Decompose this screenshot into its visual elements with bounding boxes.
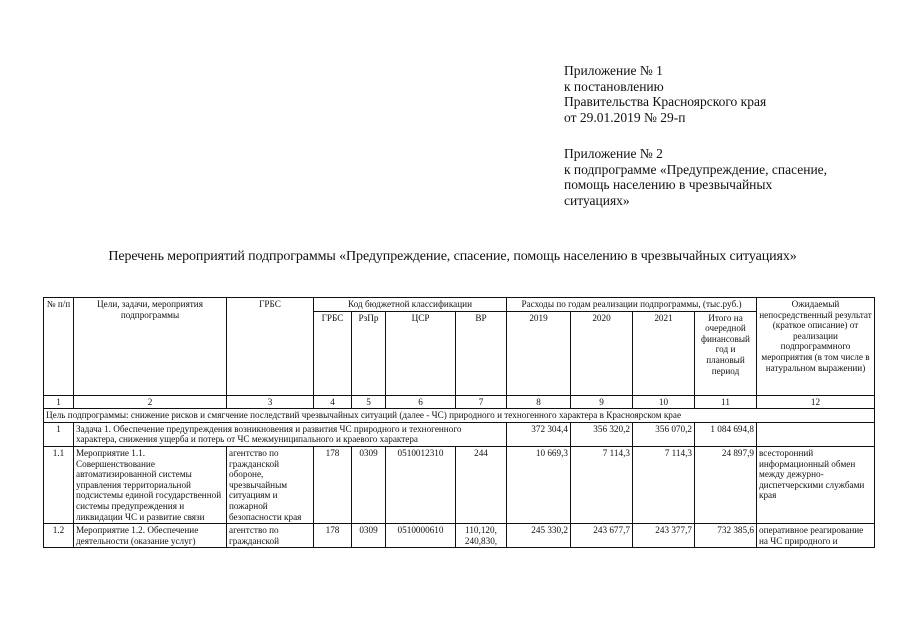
row-vr: 110,120, 240,830, (456, 524, 507, 548)
table-row (44, 446, 875, 523)
appendix-2-line: к подпрограмме «Предупреждение, спасение, (564, 161, 828, 177)
col-number: 7 (456, 395, 507, 409)
appendix-1-line: от 29.01.2019 № 29-п (564, 109, 686, 125)
header-expenses: Расходы по годам реализации подпрограммы, (тыс.руб.) (507, 298, 757, 312)
header-result: Ожидаемый непосредственный результат (краткое описание) от реализации подпрограммного мероприятия (в том числе в натуральном выражении) (757, 298, 875, 396)
row-name: Мероприятие 1.1. Совершенствование автоматизированной системы управления территориальной подсистемы единой государственной системы предупреждения и ликвидации ЧС и развитие связи (74, 446, 227, 523)
col-number: 11 (695, 395, 757, 409)
col-number: 5 (352, 395, 386, 409)
header-grbs: ГРБС (227, 298, 314, 396)
header-sub-rzpr: РзПр (352, 311, 386, 395)
row-name: Мероприятие 1.2. Обеспечение деятельности (оказание услуг) (74, 524, 227, 548)
goal-text: Цель подпрограммы: снижение рисков и смягчение последствий чрезвычайных ситуаций (далее - ЧС) природного и техногенного характера в Красноярском крае (44, 409, 875, 423)
row-rzpr: 0309 (352, 446, 386, 523)
row-result (757, 422, 875, 446)
row-2021: 243 377,7 (633, 524, 695, 548)
appendix-1-line: к постановлению (564, 78, 664, 94)
row-grbs: 178 (314, 446, 352, 523)
row-result: оперативное реагирование на ЧС природного и (757, 524, 875, 548)
header-row (44, 298, 875, 312)
col-number: 2 (74, 395, 227, 409)
row-total: 732 385,6 (695, 524, 757, 548)
appendix-2-header (564, 146, 827, 208)
col-number: 8 (507, 395, 571, 409)
row-grbs-name: агентство по гражданской (227, 524, 314, 548)
header-goals: Цели, задачи, мероприятия подпрограммы (74, 298, 227, 396)
row-2019: 10 669,3 (507, 446, 571, 523)
appendix-2-line: Приложение № 2 (564, 146, 663, 161)
col-number: 3 (227, 395, 314, 409)
row-2020: 243 677,7 (571, 524, 633, 548)
header-sub-csr: ЦСР (386, 311, 456, 395)
row-rzpr: 0309 (352, 524, 386, 548)
appendix-1-line: Приложение № 1 (564, 63, 663, 78)
row-total: 1 084 694,8 (695, 422, 757, 446)
row-2021: 356 070,2 (633, 422, 695, 446)
col-number: 10 (633, 395, 695, 409)
appendix-1-line: Правительства Красноярского края (564, 94, 767, 109)
header-sub-2021: 2021 (633, 311, 695, 395)
appendix-1-header (564, 63, 766, 125)
row-2020: 7 114,3 (571, 446, 633, 523)
column-numbers-row (44, 395, 875, 409)
header-sub-2020: 2020 (571, 311, 633, 395)
header-sub-2019: 2019 (507, 311, 571, 395)
header-sub-vr: ВР (456, 311, 507, 395)
col-number: 4 (314, 395, 352, 409)
row-2019: 245 330,2 (507, 524, 571, 548)
col-number: 1 (44, 395, 74, 409)
header-sub-grbs: ГРБС (314, 311, 352, 395)
row-grbs-name: агентство по гражданской обороне, чрезвычайным ситуациям и пожарной безопасности края (227, 446, 314, 523)
col-number: 6 (386, 395, 456, 409)
row-grbs: 178 (314, 524, 352, 548)
header-sub-total: Итого на очередной финансовый год и плановый период (695, 311, 757, 395)
col-number: 9 (571, 395, 633, 409)
row-2021: 7 114,3 (633, 446, 695, 523)
document-title: Перечень мероприятий подпрограммы «Предупреждение, спасение, помощь населению в чрезвычайных ситуациях» (108, 249, 797, 264)
row-total: 24 897,9 (695, 446, 757, 523)
header-num: № п/п (44, 298, 74, 396)
row-csr: 0510000610 (386, 524, 456, 548)
col-number: 12 (757, 395, 875, 409)
table-row (44, 422, 875, 446)
appendix-2-line: ситуациях» (564, 192, 630, 208)
row-vr: 244 (456, 446, 507, 523)
appendix-2-line: помощь населению в чрезвычайных (564, 177, 773, 192)
row-name: Задача 1. Обеспечение предупреждения возникновения и развития ЧС природного и техногенного характера, снижения ущерба и потерь от ЧС межмуниципального и краевого характера (74, 422, 507, 446)
header-budget-code: Код бюджетной классификации (314, 298, 507, 312)
row-csr: 0510012310 (386, 446, 456, 523)
row-num: 1.2 (44, 524, 74, 548)
row-result: всесторонний информационный обмен между дежурно-диспетчерскими службами края (757, 446, 875, 523)
row-num: 1.1 (44, 446, 74, 523)
row-2020: 356 320,2 (571, 422, 633, 446)
row-2019: 372 304,4 (507, 422, 571, 446)
measures-table (43, 297, 875, 548)
table-row (44, 524, 875, 548)
goal-row (44, 409, 875, 423)
row-num: 1 (44, 422, 74, 446)
